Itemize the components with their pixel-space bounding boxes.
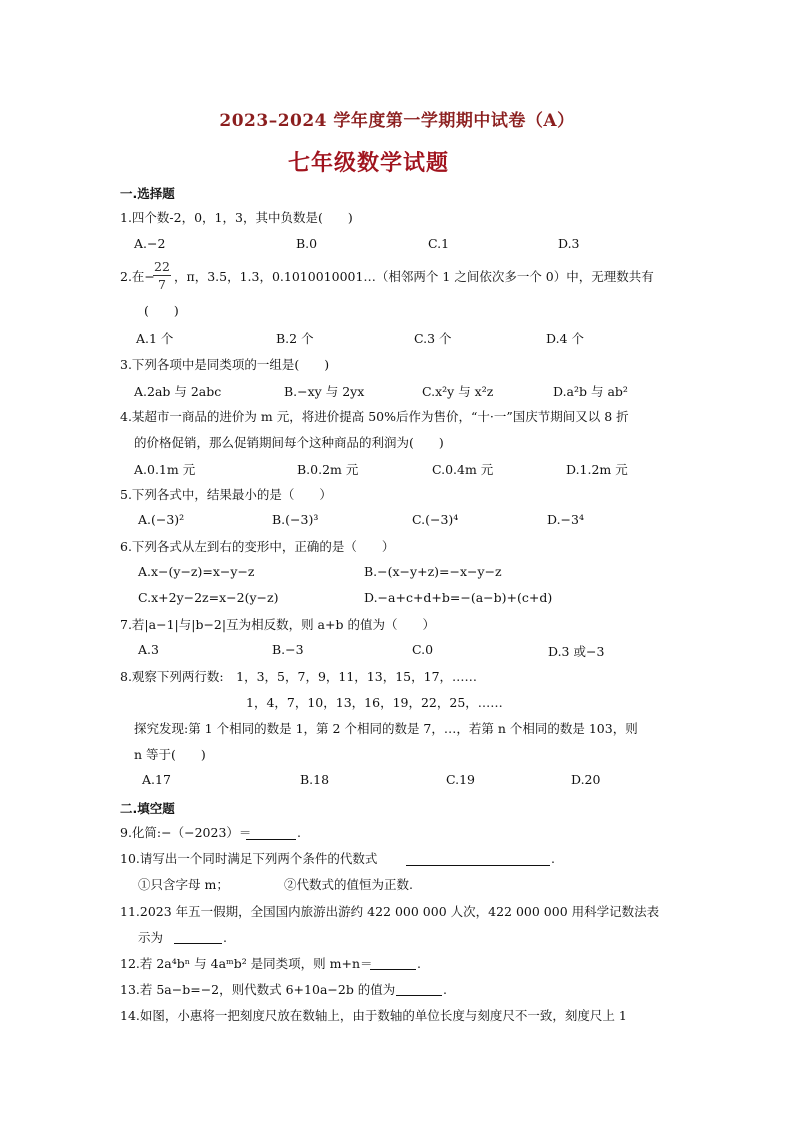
q10-condition-1: ①只含字母 m； [138, 877, 229, 892]
q2-option-d: D.4 个 [546, 331, 584, 346]
exam-subtitle: 七年级数学试题 [288, 151, 450, 176]
fraction-denominator: 7 [158, 277, 166, 292]
q6-option-a: A.x−(y−z)=x−y−z [138, 564, 255, 579]
question-8-stem-line2: 1，4，7，10，13，16，19，22，25，…… [246, 695, 503, 710]
q10-condition-2: ②代数式的值恒为正数. [284, 877, 413, 892]
q9-period: . [297, 825, 301, 840]
question-7-stem: 7.若|a−1|与|b−2|互为相反数，则 a+b 的值为（ ） [120, 617, 435, 632]
q6-option-d: D.−a+c+d+b=−(a−b)+(c+d) [364, 590, 553, 605]
q3-option-b: B.−xy 与 2yx [284, 384, 365, 399]
q8-option-a: A.17 [142, 772, 171, 787]
q4-option-b: B.0.2m 元 [297, 462, 359, 477]
q3-option-a: A.2ab 与 2abc [134, 384, 222, 399]
q3-option-d: D.a²b 与 ab² [553, 384, 628, 399]
section-heading-choice: 一.选择题 [120, 186, 175, 201]
q1-option-d: D.3 [558, 236, 580, 251]
q2-option-a: A.1 个 [136, 331, 174, 346]
q5-option-d: D.−3⁴ [547, 512, 584, 527]
q7-option-d: D.3 或−3 [548, 644, 605, 659]
q4-option-a: A.0.1m 元 [134, 462, 196, 477]
question-4-stem-line2: 的价格促销，那么促销期间每个这种商品的利润为( ) [134, 435, 444, 450]
q4-option-d: D.1.2m 元 [566, 462, 628, 477]
exam-title: 2023–2024 学年度第一学期期中试卷（A） [219, 111, 575, 131]
q11-answer-blank [174, 942, 222, 944]
q1-option-b: B.0 [296, 236, 318, 251]
question-1-stem: 1.四个数-2，0，1，3，其中负数是( ) [120, 210, 353, 225]
question-6-stem: 6.下列各式从左到右的变形中，正确的是（ ） [120, 539, 395, 554]
question-3-stem: 3.下列各项中是同类项的一组是( ) [120, 357, 330, 372]
q11-period: . [223, 930, 227, 945]
question-8-stem-line1: 8.观察下列两行数: 1，3，5，7，9，11，13，15，17，…… [120, 669, 478, 684]
q1-option-c: C.1 [428, 236, 450, 251]
question-8-stem-line4: n 等于( ) [134, 747, 206, 762]
q10-period: . [551, 851, 555, 866]
q8-option-c: C.19 [446, 772, 475, 787]
q5-option-c: C.(−3)⁴ [412, 512, 459, 527]
question-9-stem: 9.化简:−（−2023）＝ [120, 825, 252, 840]
q5-option-a: A.(−3)² [138, 512, 185, 527]
fraction-bar [153, 275, 171, 276]
q6-option-c: C.x+2y−2z=x−2(y−z) [138, 590, 279, 605]
q3-option-c: C.x²y 与 x²z [422, 384, 494, 399]
q1-option-a: A.−2 [134, 236, 166, 251]
question-4-stem-line1: 4.某超市一商品的进价为 m 元，将进价提高 50%后作为售价，“十·一”国庆节期间又以 8 折 [120, 409, 629, 424]
question-14-stem: 14.如图，小惠将一把刻度尺放在数轴上，由于数轴的单位长度与刻度尺不一致，刻度尺上 1 [120, 1008, 627, 1023]
q9-answer-blank [246, 838, 296, 840]
question-11-stem-line2: 示为 [138, 930, 164, 945]
question-13-stem: 13.若 5a−b=−2，则代数式 6+10a−2b 的值为 [120, 982, 396, 997]
q5-option-b: B.(−3)³ [272, 512, 319, 527]
q8-option-b: B.18 [300, 772, 330, 787]
question-8-stem-line3: 探究发现:第 1 个相同的数是 1，第 2 个相同的数是 7，…，若第 n 个相同的数是 103，则 [134, 721, 638, 736]
q2-option-b: B.2 个 [276, 331, 314, 346]
question-5-stem: 5.下列各式中，结果最小的是（ ） [120, 487, 332, 502]
q6-option-b: B.−(x−y+z)=−x−y−z [364, 564, 502, 579]
q7-option-c: C.0 [412, 642, 434, 657]
q2-option-c: C.3 个 [414, 331, 452, 346]
q4-option-c: C.0.4m 元 [432, 462, 494, 477]
fraction-numerator: 22 [154, 259, 170, 274]
q13-answer-blank [396, 994, 442, 996]
q10-answer-blank [406, 864, 550, 866]
section-heading-fill-blank: 二.填空题 [120, 801, 175, 816]
question-2-stem: ，π，3.5，1.3，0.1010010001…（相邻两个 1 之间依次多一个 0）中，无理数共有 [174, 269, 654, 284]
q8-option-d: D.20 [571, 772, 601, 787]
question-11-stem-line1: 11.2023 年五一假期，全国国内旅游出游约 422 000 000 人次，422 000 000 用科学记数法表 [120, 904, 660, 919]
question-2-paren: ( ) [144, 303, 179, 318]
q12-answer-blank [370, 968, 416, 970]
question-2-prefix: 2.在− [120, 269, 155, 284]
fraction-22-over-7 [153, 259, 171, 292]
question-12-stem: 12.若 2a⁴bⁿ 与 4aᵐb² 是同类项，则 m+n＝ [120, 956, 373, 971]
question-10-stem: 10.请写出一个同时满足下列两个条件的代数式 [120, 851, 378, 866]
q7-option-b: B.−3 [272, 642, 304, 657]
q7-option-a: A.3 [138, 642, 159, 657]
q13-period: . [443, 982, 447, 997]
q12-period: . [417, 956, 421, 971]
